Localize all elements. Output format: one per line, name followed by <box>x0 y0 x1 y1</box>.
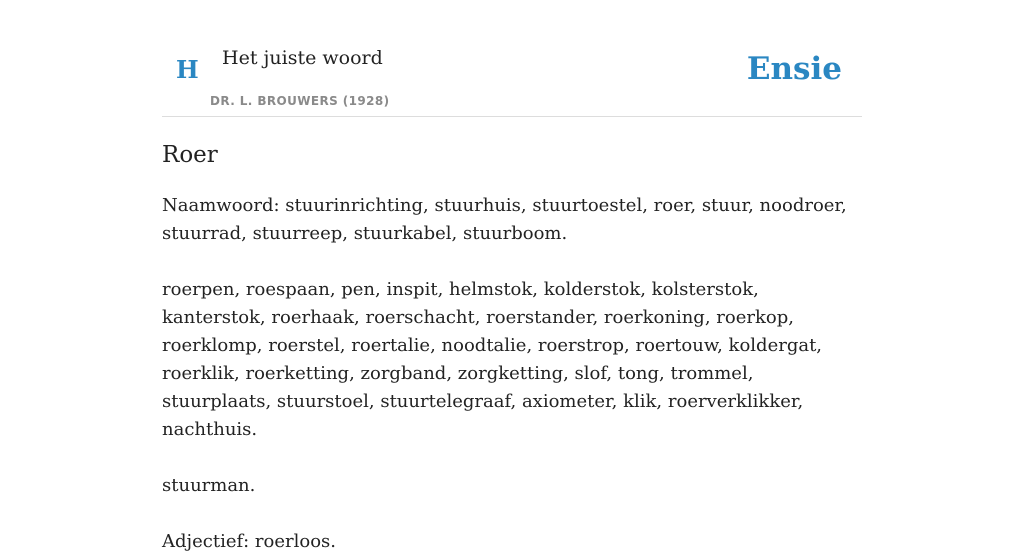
entry-paragraph-person: stuurman. <box>162 475 256 496</box>
ensie-logo[interactable]: Ensie <box>746 51 842 87</box>
entry-paragraph-nouns: Naamwoord: stuurinrichting, stuurhuis, stuurtoestel, roer, stuur, noodroer, stuurrad, stuurreep, stuurkabel, stuurboom. <box>162 195 847 244</box>
book-author: DR. L. BROUWERS (1928) <box>210 94 390 108</box>
book-header <box>162 0 862 117</box>
entry-paragraph-parts: roerpen, roespaan, pen, inspit, helmstok, kolderstok, kolsterstok, kanterstok, roerhaak, roerschacht, roerstander, roerkoning, roerkop, roerklomp, roerstel, roertalie, noodtalie, roerstrop, roertouw, koldergat, roerklik, roerketting, zorgband, zorgketting, slof, tong, trommel, stuurplaats, stuurstoel, stuurtelegraaf, axiometer, klik, roerverklikker, nachthuis. <box>162 279 823 440</box>
book-title-link[interactable]: Het juiste woord <box>222 47 383 69</box>
entry-content <box>162 138 862 556</box>
book-letter-icon[interactable]: H <box>176 55 199 84</box>
entry-paragraph-adjective: Adjectief: roerloos. <box>162 531 337 552</box>
entry-title: Roer <box>162 142 218 168</box>
